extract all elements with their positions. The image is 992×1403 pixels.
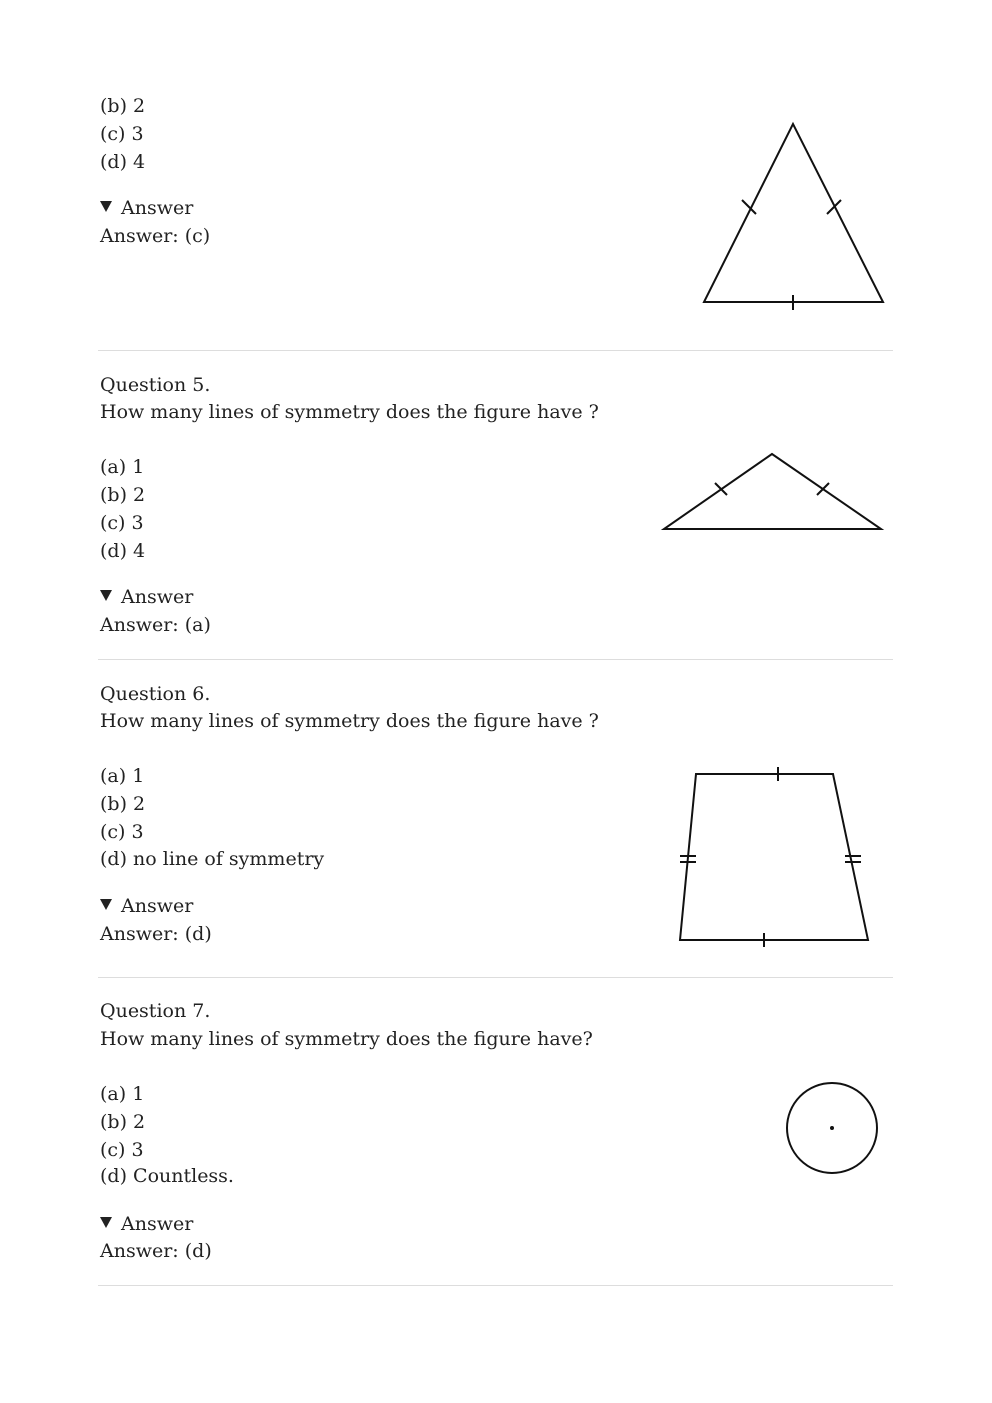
q5-answer-toggle[interactable] xyxy=(100,585,193,609)
q5-option-b: (b) 2 xyxy=(100,484,146,506)
q4-option-b: (b) 2 xyxy=(100,95,146,117)
q6-option-b: (b) 2 xyxy=(100,793,146,815)
divider xyxy=(98,1285,893,1286)
divider xyxy=(98,659,893,660)
q5-title: Question 5. xyxy=(100,374,211,396)
q4-option-d: (d) 4 xyxy=(100,151,146,173)
q5-answer-toggle-label: Answer xyxy=(121,586,194,608)
q4-option-c: (c) 3 xyxy=(100,123,144,145)
divider xyxy=(98,350,893,351)
q6-title: Question 6. xyxy=(100,683,211,705)
q7-option-a: (a) 1 xyxy=(100,1083,145,1105)
q7-option-b: (b) 2 xyxy=(100,1111,146,1133)
q6-option-d: (d) no line of symmetry xyxy=(100,848,325,870)
q7-prompt: How many lines of symmetry does the figure have? xyxy=(100,1028,593,1050)
disclosure-triangle-icon xyxy=(100,590,112,601)
q7-answer-toggle-label: Answer xyxy=(121,1213,194,1235)
q6-option-c: (c) 3 xyxy=(100,821,144,843)
q4-answer: Answer: (c) xyxy=(100,225,211,247)
q5-option-c: (c) 3 xyxy=(100,512,144,534)
q4-answer-toggle-label: Answer xyxy=(121,197,194,219)
disclosure-triangle-icon xyxy=(100,1217,112,1228)
q5-prompt: How many lines of symmetry does the figure have ? xyxy=(100,401,599,423)
isosceles-triangle-figure xyxy=(660,448,885,538)
circle-figure xyxy=(783,1080,883,1180)
q6-answer: Answer: (d) xyxy=(100,923,212,945)
divider xyxy=(98,977,893,978)
q4-answer-toggle[interactable] xyxy=(100,196,193,220)
q7-option-d: (d) Countless. xyxy=(100,1165,234,1187)
q5-option-d: (d) 4 xyxy=(100,540,146,562)
q7-option-c: (c) 3 xyxy=(100,1139,144,1161)
q7-title: Question 7. xyxy=(100,1000,211,1022)
q6-answer-toggle[interactable] xyxy=(100,894,193,918)
disclosure-triangle-icon xyxy=(100,201,112,212)
q5-answer: Answer: (a) xyxy=(100,614,211,636)
trapezium-figure xyxy=(660,765,870,950)
disclosure-triangle-icon xyxy=(100,899,112,910)
q6-answer-toggle-label: Answer xyxy=(121,895,194,917)
q5-option-a: (a) 1 xyxy=(100,456,145,478)
circle-center-dot xyxy=(830,1126,834,1130)
q6-prompt: How many lines of symmetry does the figure have ? xyxy=(100,710,599,732)
q7-answer-toggle[interactable] xyxy=(100,1212,193,1236)
q6-option-a: (a) 1 xyxy=(100,765,145,787)
equilateral-triangle-figure xyxy=(700,112,890,312)
q7-answer: Answer: (d) xyxy=(100,1240,212,1262)
